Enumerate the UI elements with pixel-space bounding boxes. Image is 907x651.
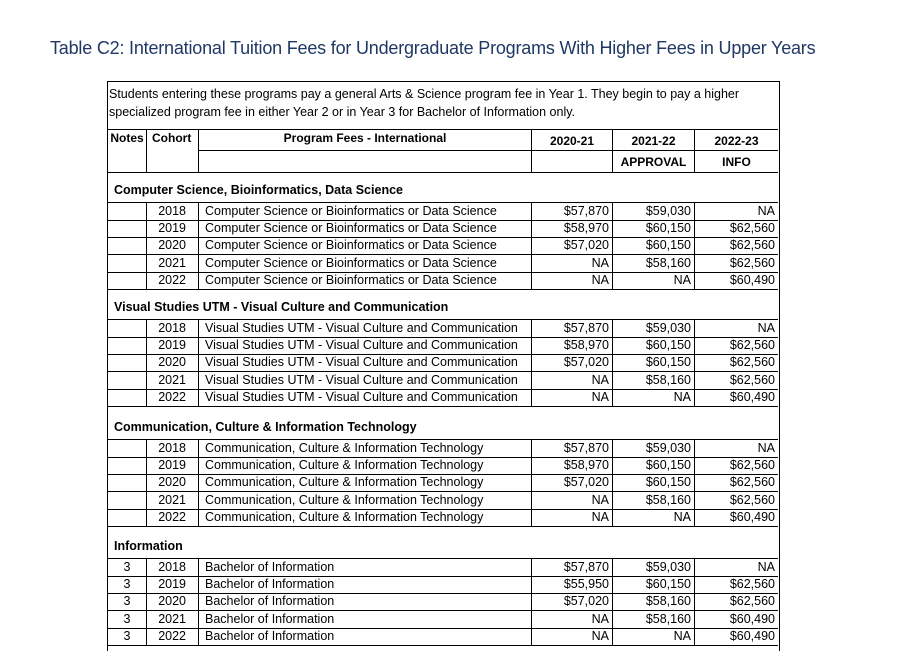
- cell-note: 3: [123, 629, 131, 643]
- cell-f2021: $60,150: [612, 337, 694, 354]
- section-heading: Information: [114, 539, 183, 553]
- header-2021-22: [612, 130, 694, 172]
- cell-f2021: $58,160: [612, 593, 694, 610]
- cell-note: [108, 337, 146, 354]
- cell-note: [108, 492, 146, 509]
- cell-note: 3: [123, 577, 131, 591]
- cell-program: Visual Studies UTM - Visual Culture and Communication: [198, 372, 531, 389]
- header-divider: [198, 150, 778, 151]
- cell-cohort: 2019: [146, 337, 198, 354]
- cell-f2022: $62,560: [694, 337, 778, 354]
- table-row: [108, 337, 778, 355]
- cell-cohort: 2018: [146, 559, 198, 576]
- table-row: [108, 474, 778, 492]
- cell-f2022: NA: [694, 320, 778, 337]
- cell-program: Bachelor of Information: [198, 628, 531, 645]
- cell-f2021: $59,030: [612, 320, 694, 337]
- cell-f2021: NA: [612, 628, 694, 645]
- header-2022-23-sub: INFO: [722, 155, 751, 169]
- header-cohort: Cohort: [146, 130, 198, 172]
- cell-f2021: NA: [612, 389, 694, 406]
- table-title: Table C2: International Tuition Fees for Undergraduate Programs With Higher Fees in Upper Years: [50, 38, 816, 58]
- header-2022-23-year: 2022-23: [714, 134, 759, 148]
- cell-note: [108, 220, 146, 237]
- table-row: [108, 255, 778, 273]
- cell-note: [108, 389, 146, 406]
- cell-cohort: 2019: [146, 576, 198, 593]
- table-intro-note: Students entering these programs pay a general Arts & Science program fee in Year 1. They begin to pay a higher specialized program fee in either Year 2 or in Year 3 for Bachelor of Information only.: [109, 87, 740, 119]
- cell-program: Bachelor of Information: [198, 611, 531, 628]
- cell-f2022: $62,560: [694, 237, 778, 254]
- cell-f2020: $57,870: [531, 440, 612, 457]
- cell-f2021: $59,030: [612, 440, 694, 457]
- table-row: [108, 611, 778, 629]
- section-heading: Communication, Culture & Information Technology: [114, 420, 417, 434]
- cell-cohort: 2021: [146, 255, 198, 272]
- cell-note: [108, 440, 146, 457]
- cell-f2022: $60,490: [694, 389, 778, 406]
- cell-f2022: $62,560: [694, 576, 778, 593]
- cell-f2020: NA: [531, 628, 612, 645]
- cell-cohort: 2022: [146, 389, 198, 406]
- cell-program: Computer Science or Bioinformatics or Data Science: [198, 237, 531, 254]
- table-row: [108, 272, 778, 290]
- table-row: [108, 354, 778, 372]
- cell-f2020: $57,870: [531, 320, 612, 337]
- cell-cohort: 2020: [146, 593, 198, 610]
- cell-program: Computer Science or Bioinformatics or Data Science: [198, 203, 531, 220]
- cell-f2022: NA: [694, 559, 778, 576]
- header-notes: Notes: [110, 131, 144, 145]
- cell-cohort: 2022: [146, 272, 198, 289]
- table-row: [108, 202, 778, 221]
- cell-program: Visual Studies UTM - Visual Culture and Communication: [198, 337, 531, 354]
- cell-f2020: $57,870: [531, 559, 612, 576]
- cell-f2021: $60,150: [612, 220, 694, 237]
- section-heading: Visual Studies UTM - Visual Culture and Communication: [114, 300, 449, 314]
- table-header: [108, 129, 778, 173]
- section-heading: Computer Science, Bioinformatics, Data Science: [114, 183, 403, 197]
- cell-f2021: $59,030: [612, 559, 694, 576]
- cell-f2021: NA: [612, 509, 694, 526]
- cell-program: Bachelor of Information: [198, 593, 531, 610]
- cell-cohort: 2020: [146, 354, 198, 371]
- table-row: [108, 492, 778, 510]
- cell-f2020: $57,020: [531, 237, 612, 254]
- header-2020-21: 2020-21: [531, 130, 612, 172]
- cell-f2021: NA: [612, 272, 694, 289]
- cell-f2022: $62,560: [694, 372, 778, 389]
- header-2021-22-year: 2021-22: [631, 134, 676, 148]
- cell-program: Communication, Culture & Information Technology: [198, 440, 531, 457]
- cell-f2022: $62,560: [694, 255, 778, 272]
- cell-cohort: 2020: [146, 474, 198, 491]
- cell-cohort: 2021: [146, 372, 198, 389]
- cell-f2022: $62,560: [694, 593, 778, 610]
- table-row: [108, 439, 778, 458]
- cell-program: Computer Science or Bioinformatics or Data Science: [198, 255, 531, 272]
- cell-f2020: $55,950: [531, 576, 612, 593]
- cell-program: Visual Studies UTM - Visual Culture and Communication: [198, 320, 531, 337]
- cell-f2022: $60,490: [694, 611, 778, 628]
- cell-f2022: $62,560: [694, 457, 778, 474]
- cell-f2020: $57,020: [531, 474, 612, 491]
- cell-f2020: NA: [531, 611, 612, 628]
- table-row: [108, 372, 778, 390]
- cell-f2021: $58,160: [612, 255, 694, 272]
- cell-note: [108, 354, 146, 371]
- header-2022-23: [694, 130, 778, 172]
- cell-note: [108, 203, 146, 220]
- cell-f2022: NA: [694, 440, 778, 457]
- cell-f2020: $58,970: [531, 337, 612, 354]
- cell-program: Communication, Culture & Information Technology: [198, 474, 531, 491]
- cell-program: Communication, Culture & Information Technology: [198, 492, 531, 509]
- cell-f2021: $60,150: [612, 474, 694, 491]
- cell-note: [108, 272, 146, 289]
- cell-note: [108, 320, 146, 337]
- cell-f2022: $62,560: [694, 354, 778, 371]
- cell-f2020: $58,970: [531, 457, 612, 474]
- cell-program: Communication, Culture & Information Technology: [198, 457, 531, 474]
- table-row: [108, 389, 778, 407]
- cell-note: [108, 457, 146, 474]
- cell-f2022: $60,490: [694, 628, 778, 645]
- cell-f2020: NA: [531, 255, 612, 272]
- cell-program: Computer Science or Bioinformatics or Data Science: [198, 220, 531, 237]
- table-row: [108, 457, 778, 475]
- table-row: [108, 220, 778, 238]
- cell-f2021: $60,150: [612, 237, 694, 254]
- cell-f2022: $60,490: [694, 272, 778, 289]
- cell-f2020: $57,020: [531, 593, 612, 610]
- cell-program: Computer Science or Bioinformatics or Data Science: [198, 272, 531, 289]
- cell-cohort: 2021: [146, 492, 198, 509]
- cell-note: [108, 237, 146, 254]
- cell-f2021: $60,150: [612, 576, 694, 593]
- cell-note: [108, 372, 146, 389]
- cell-f2021: $58,160: [612, 492, 694, 509]
- table-row: [108, 237, 778, 255]
- cell-f2020: $58,970: [531, 220, 612, 237]
- cell-program: Bachelor of Information: [198, 576, 531, 593]
- cell-f2021: $58,160: [612, 611, 694, 628]
- cell-program: Communication, Culture & Information Technology: [198, 509, 531, 526]
- cell-note: 3: [123, 612, 131, 626]
- cell-note: 3: [123, 594, 131, 608]
- cell-cohort: 2019: [146, 457, 198, 474]
- cell-f2021: $60,150: [612, 354, 694, 371]
- cell-cohort: 2018: [146, 320, 198, 337]
- cell-f2020: NA: [531, 509, 612, 526]
- cell-program: Visual Studies UTM - Visual Culture and Communication: [198, 354, 531, 371]
- cell-f2020: NA: [531, 372, 612, 389]
- table-row: [108, 593, 778, 611]
- cell-f2022: $62,560: [694, 492, 778, 509]
- cell-f2020: NA: [531, 389, 612, 406]
- cell-program: Visual Studies UTM - Visual Culture and Communication: [198, 389, 531, 406]
- cell-cohort: 2021: [146, 611, 198, 628]
- cell-cohort: 2022: [146, 628, 198, 645]
- table-row: [108, 576, 778, 594]
- cell-f2021: $58,160: [612, 372, 694, 389]
- cell-program: Bachelor of Information: [198, 559, 531, 576]
- cell-cohort: 2018: [146, 440, 198, 457]
- cell-f2020: $57,020: [531, 354, 612, 371]
- cell-f2022: $62,560: [694, 474, 778, 491]
- cell-note: [108, 509, 146, 526]
- cell-note: [108, 474, 146, 491]
- table-row: [108, 319, 778, 338]
- cell-f2020: NA: [531, 492, 612, 509]
- cell-f2022: $60,490: [694, 509, 778, 526]
- table-row: [108, 628, 778, 646]
- cell-cohort: 2022: [146, 509, 198, 526]
- cell-f2022: NA: [694, 203, 778, 220]
- cell-cohort: 2020: [146, 237, 198, 254]
- cell-note: [108, 255, 146, 272]
- cell-f2020: NA: [531, 272, 612, 289]
- cell-cohort: 2019: [146, 220, 198, 237]
- cell-f2020: $57,870: [531, 203, 612, 220]
- header-program: Program Fees - International: [198, 130, 531, 172]
- cell-note: 3: [123, 560, 131, 574]
- cell-f2022: $62,560: [694, 220, 778, 237]
- table-row: [108, 509, 778, 527]
- table-row: [108, 558, 778, 577]
- cell-f2021: $59,030: [612, 203, 694, 220]
- cell-f2021: $60,150: [612, 457, 694, 474]
- header-2021-22-sub: APPROVAL: [620, 155, 687, 169]
- cell-cohort: 2018: [146, 203, 198, 220]
